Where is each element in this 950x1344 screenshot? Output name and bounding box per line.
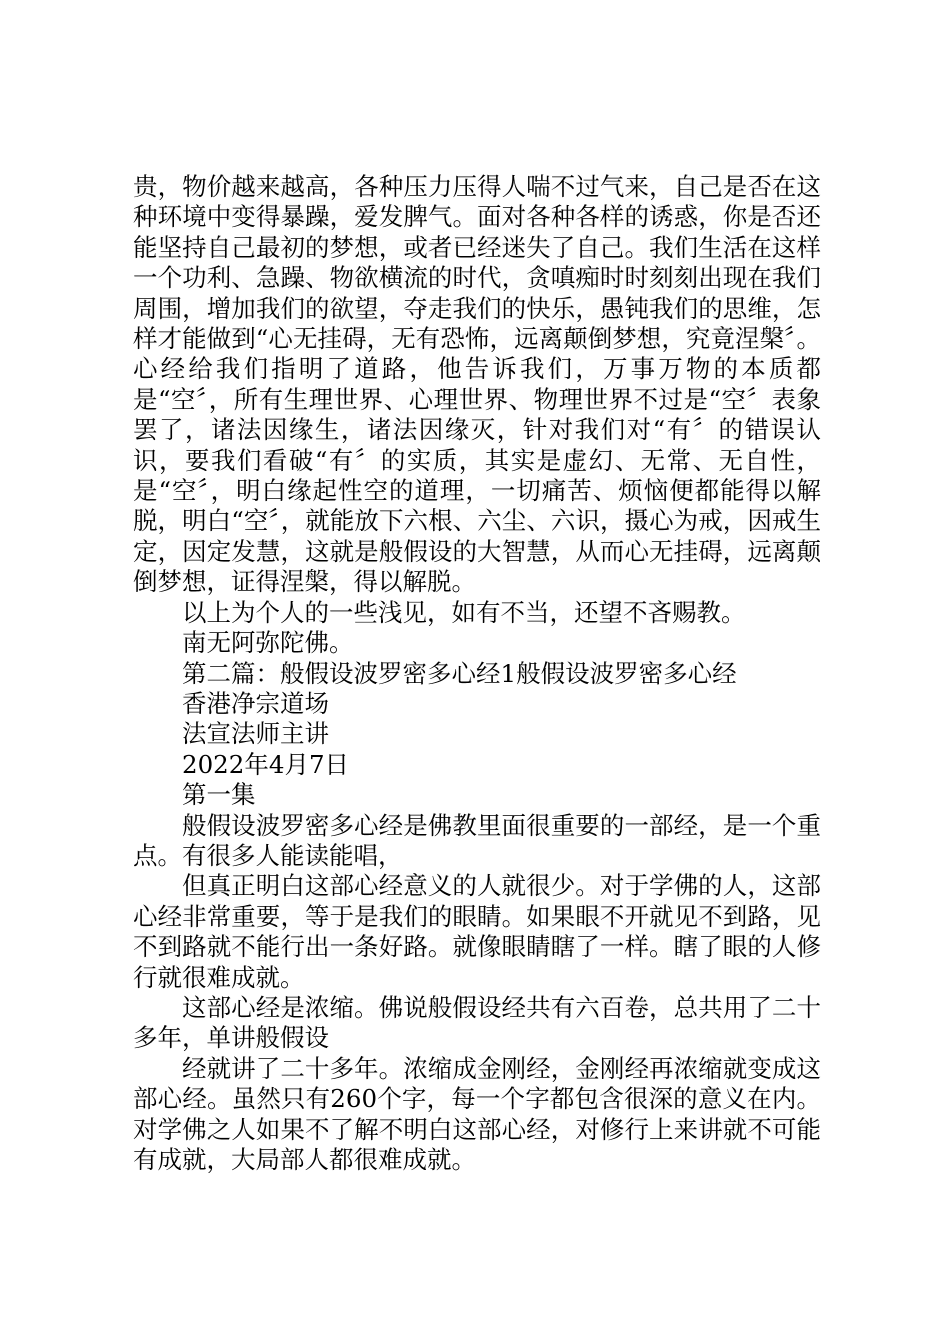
speaker-line: 法宣法师主讲: [182, 719, 329, 749]
venue-line: 香港净宗道场: [182, 688, 329, 718]
document-body: [133, 172, 821, 1175]
paragraph-namo: 南无阿弥陀佛。: [182, 628, 354, 658]
section-title: 第二篇：般假设波罗密多心经1般假设波罗密多心经: [182, 658, 737, 688]
episode-line: 第一集: [182, 780, 256, 810]
paragraph-heart-sutra: 经就讲了二十多年。浓缩成金刚经，金刚经再浓缩就变成这部心经。虽然只有260个字，每一个字都包含很深的意义在内。对学佛之人如果不了解不明白这部心经，对修行上来讲就不可能有成就，大局部人都很难成就。: [133, 1053, 821, 1174]
paragraph-condensed: 这部心经是浓缩。佛说般假设经共有六百卷，总共用了二十多年，单讲般假设: [133, 992, 821, 1053]
paragraph-importance: 但真正明白这部心经意义的人就很少。对于学佛的人，这部心经非常重要，等于是我们的眼睛。如果眼不开就见不到路，见不到路就不能行出一条好路。就像眼睛瞎了一样。瞎了眼的人修行就很难成就。: [133, 871, 821, 992]
paragraph-intro: 般假设波罗密多心经是佛教里面很重要的一部经，是一个重点。有很多人能读能唱，: [133, 810, 821, 870]
paragraph-continuation: 贵，物价越来越高，各种压力压得人喘不过气来，自己是否在这种环境中变得暴躁，爱发脾气。面对各种各样的诱惑，你是否还能坚持自己最初的梦想，或者已经迷失了自己。我们生活在这样一个功利、急躁、物欲横流的时代，贪嗔痴时时刻刻出现在我们周围，增加我们的欲望，夺走我们的快乐，愚钝我们的思维，怎样才能做到“心无挂碍，无有恐怖，远离颠倒梦想，究竟涅槃〞。心经给我们指明了道路，他告诉我们，万事万物的本质都是“空〞，所有生理世界、心理世界、物理世界不过是“空〞表象罢了，诸法因缘生，诸法因缘灭，针对我们对“有〞的错误认识，要我们看破“有〞的实质，其实是虚幻、无常、无自性，是“空〞，明白缘起性空的道理，一切痛苦、烦恼便都能得以解脱，明白“空〞，就能放下六根、六尘、六识，摄心为戒，因戒生定，因定发慧，这就是般假设的大智慧，从而心无挂碍，远离颠倒梦想，证得涅槃，得以解脱。: [133, 172, 821, 597]
date-line: 2022年4月7日: [182, 749, 350, 779]
paragraph-opinion: 以上为个人的一些浅见，如有不当，还望不吝赐教。: [182, 597, 746, 627]
